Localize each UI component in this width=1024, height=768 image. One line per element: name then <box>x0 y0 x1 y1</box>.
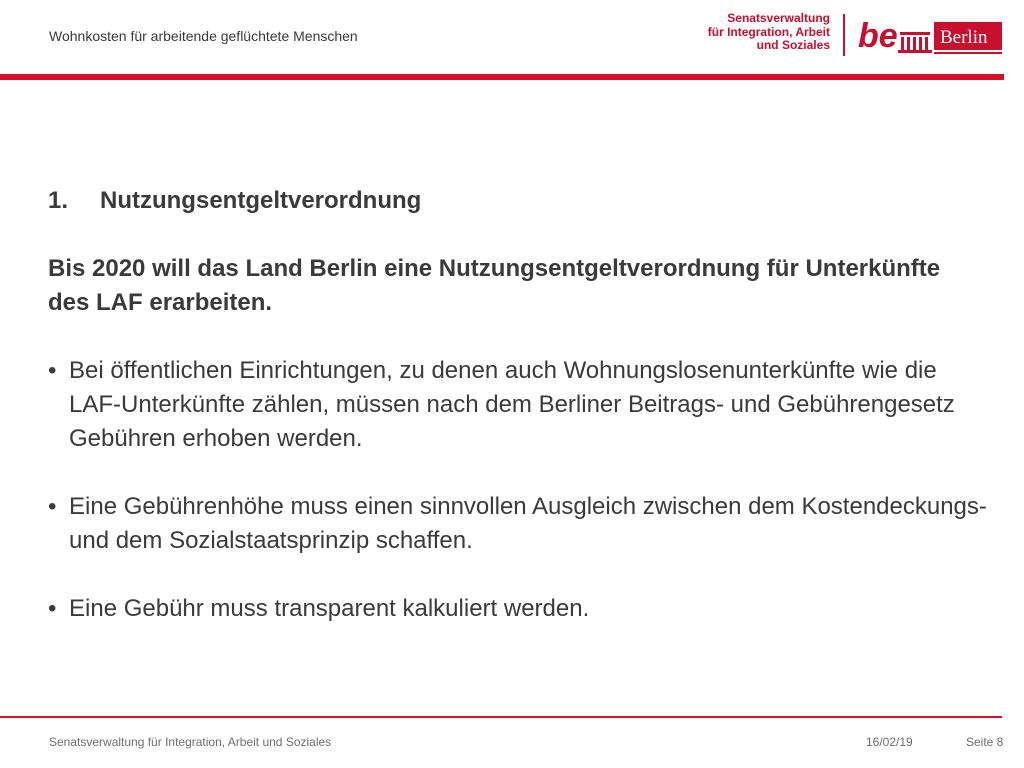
list-item <box>48 592 988 626</box>
item-number: 1. <box>48 187 69 214</box>
bullet-text: Eine Gebührenhöhe muss einen sinnvollen Ausgleich zwischen dem Kostendeckungs- und dem Sozialstaatsprinzip schaffen. <box>69 493 987 554</box>
footer-rule <box>0 716 1002 718</box>
bullet-text: Bei öffentlichen Einrichtungen, zu denen auch Wohnungslosenunterkünfte wie die LAF-Unterkünfte zählen, müssen nach dem Berliner Beitrags- und Gebührengesetz Gebühren erhoben werden. <box>69 357 955 452</box>
senatsverwaltung-logo-text <box>700 12 830 53</box>
logo-line-1: Senatsverwaltung <box>727 11 830 25</box>
be-berlin-logo <box>858 14 1004 56</box>
brandenburg-gate-icon <box>898 32 932 53</box>
list-item <box>48 490 988 558</box>
footer-organization: Senatsverwaltung für Integration, Arbeit und Soziales <box>49 735 332 749</box>
bullet-icon: • <box>48 595 57 622</box>
bullet-icon: • <box>48 493 57 520</box>
header-title: Wohnkosten für arbeitende geflüchtete Menschen <box>49 28 358 44</box>
bullet-list <box>48 354 988 626</box>
numbered-heading <box>48 184 988 218</box>
item-title: Nutzungsentgeltverordnung <box>100 187 422 214</box>
footer-date: 16/02/19 <box>866 735 913 749</box>
slide-content <box>48 184 988 660</box>
logo-berlin-text: Berlin <box>940 27 988 48</box>
bullet-icon: • <box>48 357 57 384</box>
page-number: Seite 8 <box>966 735 1004 749</box>
bullet-text: Eine Gebühr muss transparent kalkuliert werden. <box>69 595 590 622</box>
logo-line-2: für Integration, Arbeit <box>707 24 830 39</box>
intro-text: Bis 2020 will das Land Berlin eine Nutzungsentgeltverordnung für Unterkünfte des LAF erarbeiten. <box>48 255 941 316</box>
logo-be-text: be <box>858 17 898 55</box>
logo-line-3: und Soziales <box>756 38 830 52</box>
logo-divider <box>843 14 845 56</box>
header-rule <box>0 74 1004 80</box>
list-item <box>48 354 988 456</box>
